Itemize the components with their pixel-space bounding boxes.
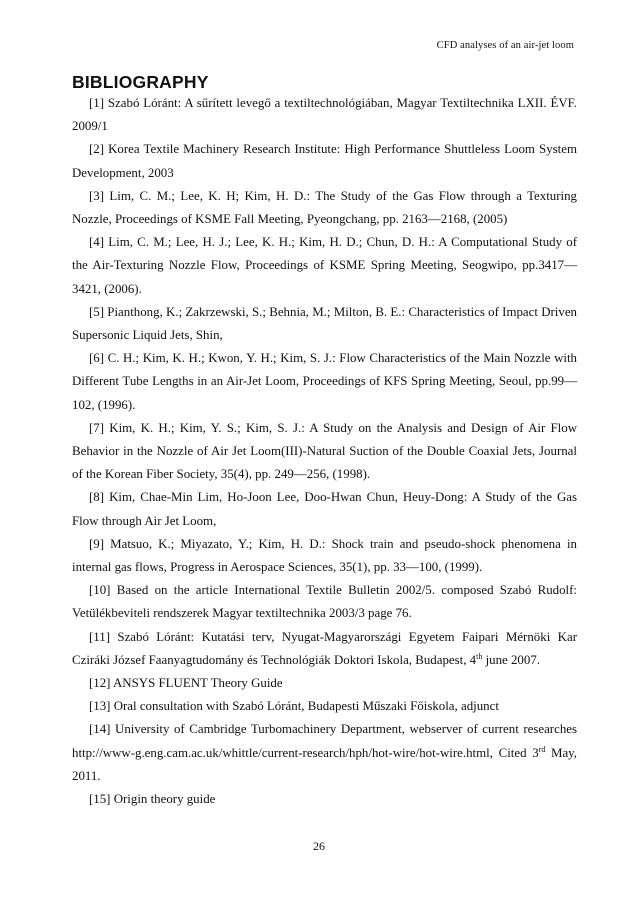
reference-item: [5] Pianthong, K.; Zakrzewski, S.; Behnia, M.; Milton, B. E.: Characteristics of Impact Driven Supersonic Liquid Jets, Shin, — [72, 304, 577, 343]
page-number: 26 — [313, 839, 325, 853]
reference-item: [15] Origin theory guide — [89, 792, 216, 807]
reference-item: [4] Lim, C. M.; Lee, H. J.; Lee, K. H.; Kim, H. D.; Chun, D. H.: A Computational Study of the Air-Texturing Nozzle Flow, Proceedings of KSME Spring Meeting, Seogwipo, pp.3417—3421, (2006). — [72, 235, 577, 296]
reference-item: [6] C. H.; Kim, K. H.; Kwon, Y. H.; Kim, S. J.: Flow Characteristics of the Main Nozzle with Different Tube Lengths in an Air-Jet Loom, Proceedings of KFS Spring Meeting, Seoul, pp.99—102, (1996). — [72, 351, 577, 412]
reference-text: [11] Szabó Lóránt: Kutatási terv, Nyugat-Magyarországi Egyetem Faipari Mérnöki Kar Cziráki József Faanyagtudomány és Technológiák Doktori Iskola, Budapest, 4 — [72, 629, 577, 667]
reference-item: [7] Kim, K. H.; Kim, Y. S.; Kim, S. J.: A Study on the Analysis and Design of Air Flow Behavior in the Nozzle of Air Jet Loom(III)-Natural Suction of the Double Coaxial Jets, Journal of the Korean Fiber Society, 35(4), pp. 249—256, (1998). — [72, 420, 577, 482]
reference-item: [9] Matsuo, K.; Miyazato, Y.; Kim, H. D.: Shock train and pseudo-shock phenomena in internal gas flows, Progress in Aerospace Sciences, 35(1), pp. 33—100, (1999). — [72, 536, 577, 575]
running-header: CFD analyses of an air-jet loom — [436, 40, 574, 51]
reference-item: [12] ANSYS FLUENT Theory Guide — [89, 676, 283, 691]
reference-item: [1] Szabó Lóránt: A sűrített levegő a textiltechnológiában, Magyar Textiltechnika LXII. ÉVF. 2009/1 — [72, 96, 577, 134]
reference-item — [72, 718, 577, 788]
ordinal-suffix: rd — [538, 744, 546, 754]
reference-text: [14] University of Cambridge Turbomachinery Department, webserver of current researches http://www-g.eng.cam.ac.uk/whittle/current-research/hph/hot-wire/hot-wire.html, Cited 3 — [72, 722, 577, 760]
reference-item — [72, 626, 577, 672]
reference-item: [8] Kim, Chae-Min Lim, Ho-Joon Lee, Doo-Hwan Chun, Heuy-Dong: A Study of the Gas Flow through Air Jet Loom, — [72, 490, 577, 528]
reference-item: [10] Based on the article International Textile Bulletin 2002/5. composed Szabó Rudolf: Vetülékbeviteli rendszerek Magyar textiltechnika 2003/3 page 76. — [72, 583, 577, 621]
reference-item: [3] Lim, C. M.; Lee, K. H; Kim, H. D.: The Study of the Gas Flow through a Texturing Nozzle, Proceedings of KSME Fall Meeting, Pyeongchang, pp. 2163—2168, (2005) — [72, 188, 577, 227]
reference-text: june 2007. — [482, 652, 540, 667]
reference-item: [2] Korea Textile Machinery Research Institute: High Performance Shuttleless Loom System Development, 2003 — [72, 142, 577, 180]
reference-item: [13] Oral consultation with Szabó Lóránt, Budapesti Műszaki Főiskola, adjunct — [89, 699, 499, 714]
reference-list — [72, 92, 577, 811]
ordinal-suffix: th — [476, 651, 483, 661]
section-heading: BIBLIOGRAPHY — [72, 72, 209, 92]
reference-text: May, 2011. — [72, 745, 577, 783]
